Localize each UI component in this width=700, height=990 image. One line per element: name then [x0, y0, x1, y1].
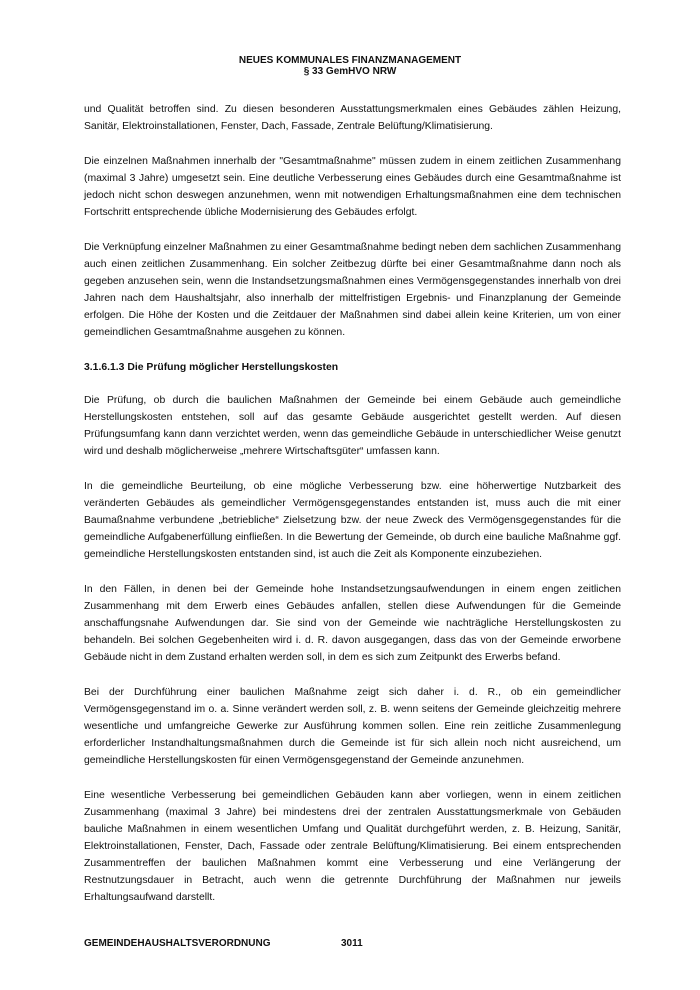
paragraph: Bei der Durchführung einer baulichen Maßnahme zeigt sich daher i. d. R., ob ein gemeindlicher Vermögensgegenstand im o. a. Sinne verändert werden soll, z. B. wenn seitens der Gemeinde gleichzeitig mehrere wesentliche und umfangreiche Gewerke zur Ausführung kommen sollen. Eine rein zeitliche Zusammenlegung erforderlicher Instandhaltungsmaßnahmen durch die Gemeinde ist für sich allein noch nicht ausreichend, um gemeindliche Herstellungskosten für einen Vermögensgegenstand der Gemeinde anzunehmen.	[84, 687, 621, 766]
header-section: § 33 GemHVO NRW	[303, 66, 397, 77]
page-footer	[84, 938, 363, 949]
paragraph: Die einzelnen Maßnahmen innerhalb der "Gesamtmaßnahme" müssen zudem in einem zeitlichen Zusammenhang (maximal 3 Jahre) umgesetzt sein. Eine deutliche Verbesserung eines Gebäudes durch eine Gesamtmaßnahme ist jedoch nicht schon deswegen anzunehmen, wenn mit notwendigen Erhaltungsmaßnahmen eine dem technischen Fortschritt entsprechende übliche Modernisierung des Gebäudes erfolgt.	[84, 156, 621, 218]
page-number: 3011	[341, 938, 363, 949]
paragraph: In die gemeindliche Beurteilung, ob eine mögliche Verbesserung bzw. eine höherwertige Nutzbarkeit des veränderten Gebäudes als gemeindlicher Vermögensgegenstandes entstanden ist, muss auch die mit einer Baumaßnahme verbundene „betriebliche“ Zielsetzung bzw. der neue Zweck des Vermögensgegenstandes für die gemeindliche Aufgabenerfüllung einfließen. In die Bewertung der Gemeinde, ob durch eine bauliche Maßnahme ggf. gemeindliche Herstellungskosten entstanden sind, ist auch die Zeit als Komponente einzubeziehen.	[84, 481, 621, 560]
header-title: NEUES KOMMUNALES FINANZMANAGEMENT	[238, 55, 462, 66]
paragraph: und Qualität betroffen sind. Zu diesen besonderen Ausstattungsmerkmalen eines Gebäudes zählen Heizung, Sanitär, Elektroinstallationen, Fenster, Dach, Fassade, Zentrale Belüftung/Klimatisierung.	[84, 104, 621, 132]
footer-title: GEMEINDEHAUSHALTSVERORDNUNG	[84, 938, 271, 949]
paragraph: Eine wesentliche Verbesserung bei gemeindlichen Gebäuden kann aber vorliegen, wenn in einem zeitlichen Zusammenhang (maximal 3 Jahre) bei mindestens drei der zentralen Ausstattungsmerkmale von Gebäuden bauliche Maßnahmen in einem wesentlichen Umfang und Qualität durchgeführt werden, z. B. Heizung, Sanitär, Elektroinstallationen, Fenster, Dach, Fassade oder zentrale Belüftung/Klimatisierung. Bei einem entsprechenden Zusammentreffen der baulichen Maßnahmen kommt eine Verbesserung und eine Verlängerung der Restnutzungsdauer in Betracht, auch wenn die getrennte Durchführung der Maßnahmen nur jeweils Erhaltungsaufwand darstellt.	[84, 790, 621, 903]
paragraph: Die Verknüpfung einzelner Maßnahmen zu einer Gesamtmaßnahme bedingt neben dem sachlichen Zusammenhang auch einen zeitlichen Zusammenhang. Ein solcher Zeitbezug dürfte bei einer Gesamtmaßnahme dann noch als gegeben anzusehen sein, wenn die Instandsetzungsmaßnahmen eines Vermögensgegenstandes innerhalb von drei Jahren nach dem Haushaltsjahr, also innerhalb der mittelfristigen Ergebnis- und Finanzplanung der Gemeinde erfolgen. Die Höhe der Kosten und die Zeitdauer der Maßnahmen sind dabei allein keine Kriterien, um von einer gemeindlichen Gesamtmaßnahme ausgehen zu können.	[84, 242, 621, 338]
paragraph: In den Fällen, in denen bei der Gemeinde hohe Instandsetzungsaufwendungen in einem engen zeitlichen Zusammenhang mit dem Erwerb eines Gebäudes anfallen, stellen diese Aufwendungen für die Gemeinde anschaffungsnahe Aufwendungen dar. Sie sind von der Gemeinde wie nachträgliche Herstellungskosten zu behandeln. Bei solchen Gegebenheiten wird i. d. R. davon ausgegangen, dass das von der Gemeinde erworbene Gebäude nicht in dem Zustand erhalten werden soll, in dem es sich zum Zeitpunkt des Erwerbs befand.	[84, 584, 621, 663]
section-heading: 3.1.6.1.3 Die Prüfung möglicher Herstellungskosten	[84, 362, 339, 373]
paragraph: Die Prüfung, ob durch die baulichen Maßnahmen der Gemeinde bei einem Gebäude auch gemeindliche Herstellungskosten entstehen, soll auf das gesamte Gebäude ausgerichtet gestellt werden. Auf diesen Prüfungsumfang kann dann verzichtet werden, wenn das gemeindliche Gebäude in unterschiedlicher Weise genutzt wird und deshalb möglicherweise „mehrere Wirtschaftsgüter“ umfassen kann.	[84, 395, 621, 457]
page-header	[0, 55, 700, 77]
document-body	[84, 101, 621, 924]
